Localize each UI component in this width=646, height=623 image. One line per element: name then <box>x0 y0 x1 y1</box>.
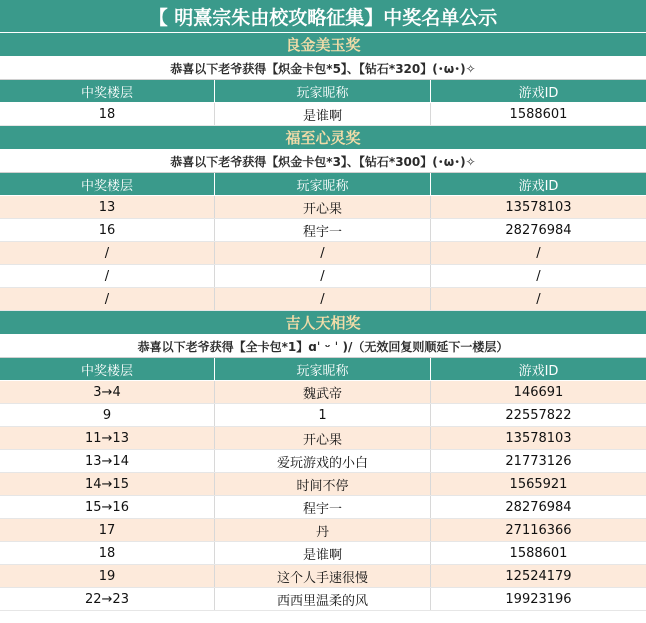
floor-cell: 11→13 <box>0 427 215 449</box>
congrats-row <box>0 150 646 173</box>
table-row <box>0 542 646 565</box>
nickname-cell: 开心果 <box>215 427 431 449</box>
prize-name: 良金美玉奖 <box>285 36 361 54</box>
table-row <box>0 288 646 311</box>
floor-cell: 13→14 <box>0 450 215 472</box>
congrats-text: 恭喜以下老爷获得【炽金卡包*3】、【钻石*300】(･ω･)✧ <box>170 154 476 169</box>
nickname-cell: 程宇一 <box>215 219 431 241</box>
table-row <box>0 519 646 542</box>
table-row <box>0 381 646 404</box>
nickname-cell: 爱玩游戏的小白 <box>215 450 431 472</box>
table-row <box>0 265 646 288</box>
floor-cell: / <box>0 242 215 264</box>
prize-sections <box>0 33 646 611</box>
floor-cell: / <box>0 288 215 310</box>
game-id-cell: 22557822 <box>505 407 572 423</box>
prize-name-row <box>0 33 646 57</box>
game-id-cell: / <box>536 291 541 307</box>
game-id-cell: 19923196 <box>505 591 572 607</box>
nickname-header: 玩家昵称 <box>215 358 431 380</box>
prize-name: 吉人天相奖 <box>285 314 361 332</box>
floor-cell: 14→15 <box>0 473 215 495</box>
table-row <box>0 565 646 588</box>
floor-cell: 18 <box>0 103 215 125</box>
floor-cell: 22→23 <box>0 588 215 610</box>
floor-header: 中奖楼层 <box>0 173 215 195</box>
prize-name: 福至心灵奖 <box>285 129 361 147</box>
table-row <box>0 404 646 427</box>
table-row <box>0 588 646 611</box>
table-row <box>0 473 646 496</box>
nickname-cell: 开心果 <box>215 196 431 218</box>
nickname-cell: 是谁啊 <box>215 103 431 125</box>
game-id-cell: 13578103 <box>505 199 572 215</box>
game-id-cell: / <box>536 268 541 284</box>
table-header-row <box>0 80 646 103</box>
congrats-text: 恭喜以下老爷获得【全卡包*1】ɑˈ ᵕ ˈ )/（无效回复则顺延下一楼层） <box>137 339 509 354</box>
sheet-title <box>0 0 646 33</box>
prize-name-row <box>0 126 646 150</box>
floor-header: 中奖楼层 <box>0 80 215 102</box>
nickname-cell: 魏武帝 <box>215 381 431 403</box>
game-id-cell: 21773126 <box>505 453 572 469</box>
game-id-cell: 27116366 <box>505 522 572 538</box>
nickname-header: 玩家昵称 <box>215 80 431 102</box>
floor-cell: 13 <box>0 196 215 218</box>
game-id-cell: / <box>536 245 541 261</box>
nickname-cell: 是谁啊 <box>215 542 431 564</box>
game-id-cell: 1588601 <box>509 106 568 122</box>
floor-cell: 17 <box>0 519 215 541</box>
nickname-cell: / <box>215 242 431 264</box>
table-header-row <box>0 358 646 381</box>
game-id-cell: 12524179 <box>505 568 572 584</box>
table-row <box>0 427 646 450</box>
game-id-header: 游戏ID <box>518 178 559 194</box>
floor-cell: 19 <box>0 565 215 587</box>
table-header-row <box>0 173 646 196</box>
floor-cell: / <box>0 265 215 287</box>
nickname-cell: 西西里温柔的风 <box>215 588 431 610</box>
game-id-header: 游戏ID <box>518 363 559 379</box>
game-id-cell: 1565921 <box>509 476 568 492</box>
congrats-row <box>0 335 646 358</box>
nickname-cell: 时间不停 <box>215 473 431 495</box>
game-id-cell: 1588601 <box>509 545 568 561</box>
floor-cell: 15→16 <box>0 496 215 518</box>
congrats-row <box>0 57 646 80</box>
prize-name-row <box>0 311 646 335</box>
floor-cell: 3→4 <box>0 381 215 403</box>
game-id-cell: 28276984 <box>505 499 572 515</box>
table-row <box>0 103 646 126</box>
floor-cell: 9 <box>0 404 215 426</box>
table-row <box>0 450 646 473</box>
congrats-text: 恭喜以下老爷获得【炽金卡包*5】、【钻石*320】(･ω･)✧ <box>170 61 476 76</box>
game-id-cell: 28276984 <box>505 222 572 238</box>
game-id-cell: 146691 <box>513 384 564 400</box>
nickname-cell: 1 <box>215 404 431 426</box>
floor-cell: 18 <box>0 542 215 564</box>
floor-cell: 16 <box>0 219 215 241</box>
table-row <box>0 242 646 265</box>
nickname-cell: / <box>215 265 431 287</box>
table-row <box>0 196 646 219</box>
floor-header: 中奖楼层 <box>0 358 215 380</box>
table-row <box>0 496 646 519</box>
table-row <box>0 219 646 242</box>
nickname-header: 玩家昵称 <box>215 173 431 195</box>
game-id-header: 游戏ID <box>518 85 559 101</box>
game-id-cell: 13578103 <box>505 430 572 446</box>
nickname-cell: 丹 <box>215 519 431 541</box>
nickname-cell: 这个人手速很慢 <box>215 565 431 587</box>
nickname-cell: 程宇一 <box>215 496 431 518</box>
nickname-cell: / <box>215 288 431 310</box>
sheet-title-text: 【 明熹宗朱由校攻略征集】中奖名单公示 <box>148 6 498 29</box>
